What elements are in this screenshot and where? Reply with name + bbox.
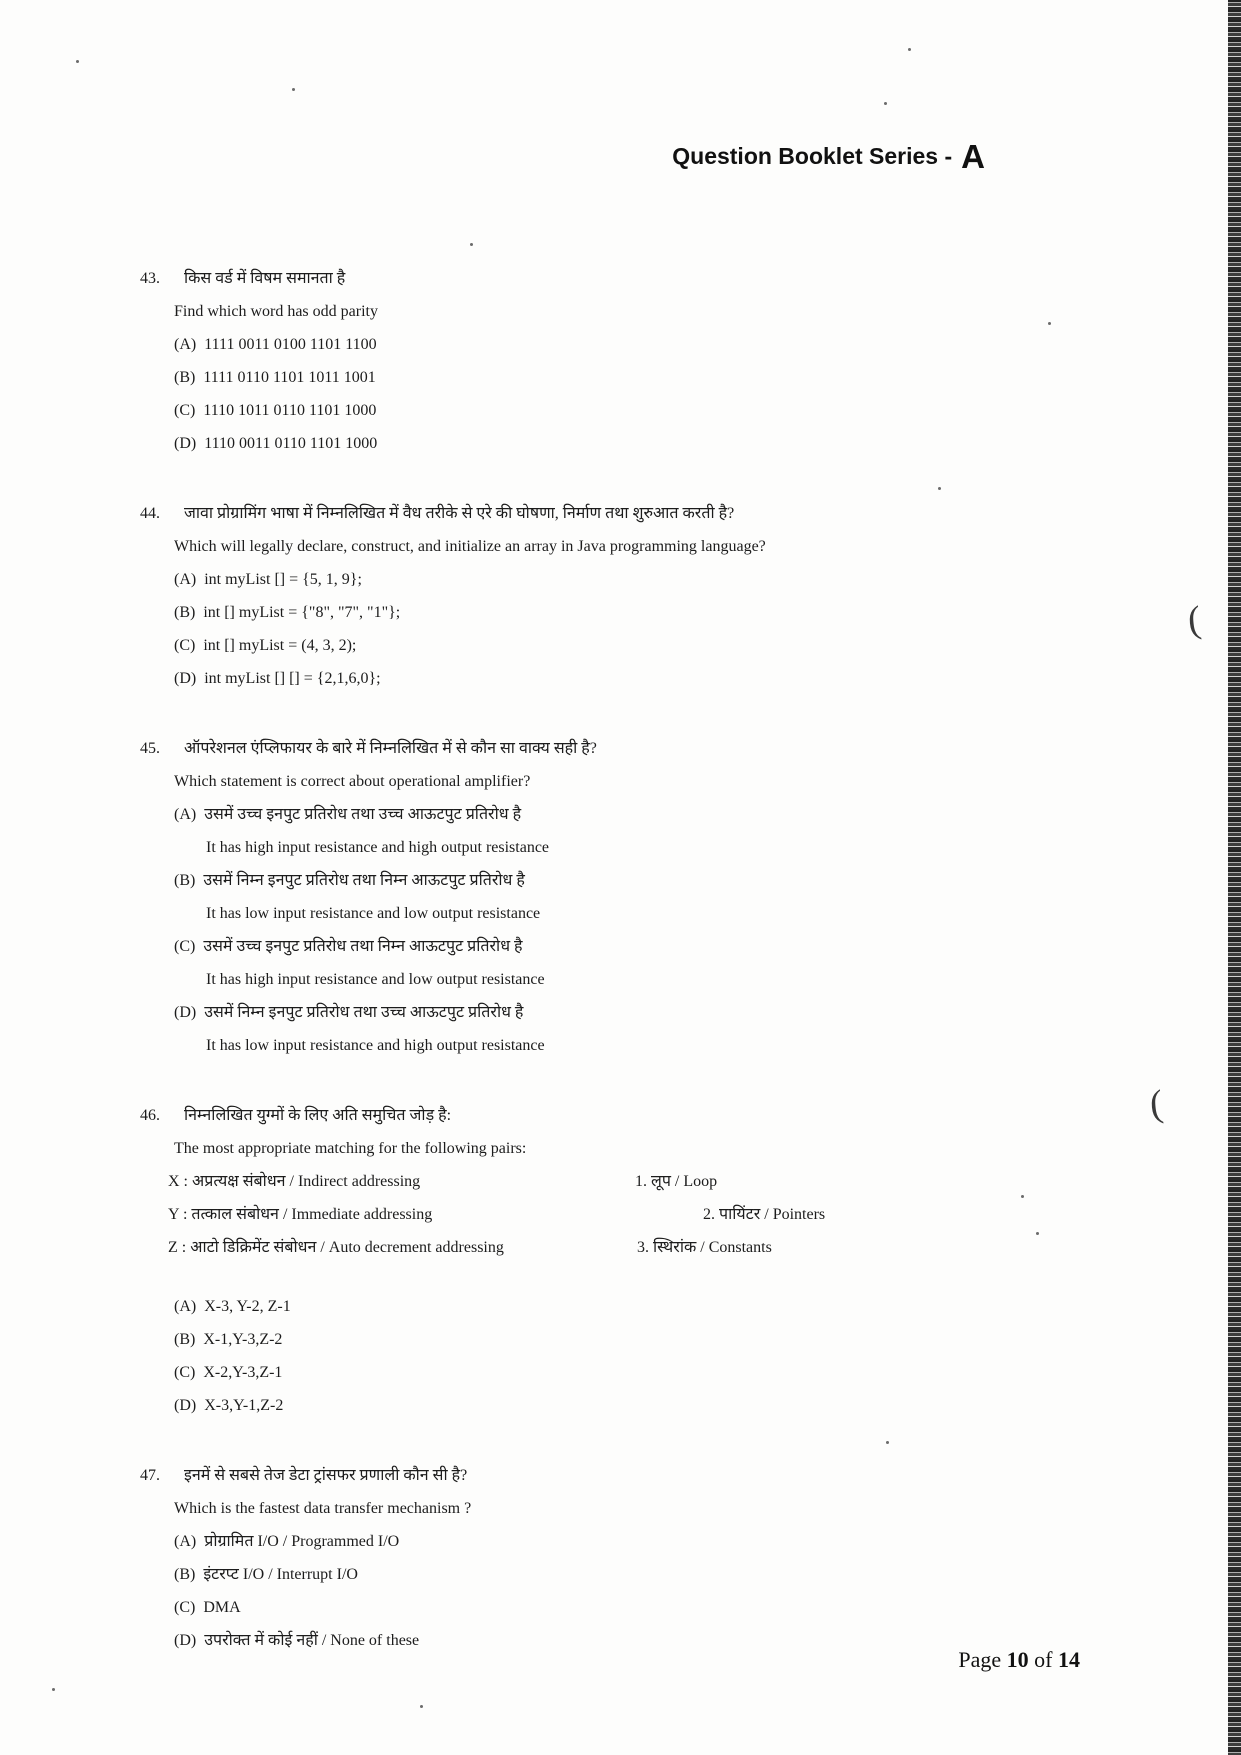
option-text-hindi: उसमें निम्न इनपुट प्रतिरोध तथा उच्च आऊटपुट प्रतिरोध है [204,1004,524,1021]
option-label: (D) [174,1397,197,1414]
option-label: (B) [174,872,196,889]
option-text: X-3,Y-1,Z-2 [204,1397,284,1414]
matching-pair-row [140,1198,1140,1231]
option-row [140,1591,1140,1624]
scan-speck [76,60,79,63]
pair-left: Y : तत्काल संबोधन / Immediate addressing [168,1206,433,1223]
series-letter: A [961,138,985,175]
option-row [140,1558,1140,1591]
option-row [140,596,1140,629]
option-row [140,1290,1140,1323]
option-label: (D) [174,1004,197,1021]
option-row [140,361,1140,394]
question-44 [140,497,1140,695]
option-text: X-3, Y-2, Z-1 [204,1298,291,1315]
option-row [140,427,1140,460]
question-text-hindi: निम्नलिखित युग्मों के लिए अति समुचित जोड़ है: [184,1107,452,1124]
question-text-hindi: जावा प्रोग्रामिंग भाषा में निम्नलिखित में वैध तरीके से एरे की घोषणा, निर्माण तथा शुरुआत करती है? [184,505,735,522]
question-text-english: Which will legally declare, construct, and initialize an array in Java programming language? [174,538,766,555]
option-text: DMA [203,1599,241,1616]
option-text: 1110 0011 0110 1101 1000 [204,435,378,452]
matching-pair-row [140,1165,1140,1198]
scan-speck [884,102,887,105]
header-title: Question Booklet Series - [672,143,953,169]
question-text-hindi: किस वर्ड में विषम समानता है [184,270,346,287]
option-text: 1110 1011 0110 1101 1000 [203,402,377,419]
question-number: 43. [140,270,160,287]
option-text: int [] myList = (4, 3, 2); [203,637,357,654]
option-label: (B) [174,604,196,621]
option-row [140,1525,1140,1558]
option-row [140,930,1140,963]
option-text: X-1,Y-3,Z-2 [203,1331,283,1348]
option-label: (A) [174,806,197,823]
option-row [140,394,1140,427]
option-label: (B) [174,1566,196,1583]
option-text-hindi: उसमें निम्न इनपुट प्रतिरोध तथा निम्न आऊटपुट प्रतिरोध है [203,872,525,889]
option-row [140,1323,1140,1356]
option-row [140,662,1140,695]
matching-pair-row [140,1231,1140,1264]
pair-right: 2. पायिंटर / Pointers [703,1206,826,1223]
footer-of-word: of [1034,1647,1053,1672]
option-text: X-2,Y-3,Z-1 [203,1364,283,1381]
option-label: (A) [174,336,197,353]
question-45 [140,732,1140,1062]
footer-total-pages: 14 [1058,1647,1080,1672]
option-label: (B) [174,369,196,386]
question-text-english: Which statement is correct about operational amplifier? [174,773,531,790]
page-footer [958,1647,1080,1673]
option-label: (C) [174,637,196,654]
option-label: (D) [174,1632,197,1649]
pair-left: X : अप्रत्यक्ष संबोधन / Indirect addressing [168,1173,421,1190]
option-row [140,629,1140,662]
scan-speck [52,1688,55,1691]
option-text-hindi: उसमें उच्च इनपुट प्रतिरोध तथा उच्च आऊटपुट प्रतिरोध है [204,806,522,823]
scan-speck [420,1705,423,1708]
scan-speck [886,1441,889,1444]
option-row [140,1389,1140,1422]
option-text: int [] myList = {"8", "7", "1"}; [203,604,401,621]
option-label: (A) [174,1298,197,1315]
scan-speck [1021,1195,1024,1198]
question-46 [140,1099,1140,1422]
option-label: (B) [174,1331,196,1348]
scan-speck [938,487,941,490]
option-label: (A) [174,1533,197,1550]
option-row [140,563,1140,596]
option-text-english: It has high input resistance and low output resistance [206,971,545,988]
question-number: 44. [140,505,160,522]
option-text: उपरोक्त में कोई नहीं / None of these [204,1632,420,1649]
option-row [140,996,1140,1029]
scan-speck [292,88,295,91]
question-number: 46. [140,1107,160,1124]
pair-right: 1. लूप / Loop [635,1173,718,1190]
option-label: (C) [174,938,196,955]
question-number: 47. [140,1467,160,1484]
option-text-hindi: उसमें उच्च इनपुट प्रतिरोध तथा निम्न आऊटपुट प्रतिरोध है [203,938,523,955]
scan-speck [908,48,911,51]
scan-edge-artifact [1228,0,1241,1755]
question-number: 45. [140,740,160,757]
option-text-english: It has high input resistance and high output resistance [206,839,550,856]
questions-area [140,262,1140,1694]
scan-stray-mark: ( [1185,598,1203,642]
option-label: (D) [174,435,197,452]
option-text: इंटरप्ट I/O / Interrupt I/O [203,1566,358,1583]
question-text-english: The most appropriate matching for the following pairs: [174,1140,527,1157]
question-text-english: Find which word has odd parity [174,303,378,320]
option-row [140,864,1140,897]
option-row [140,798,1140,831]
option-label: (D) [174,670,197,687]
option-text-english: It has low input resistance and low output resistance [206,905,541,922]
question-43 [140,262,1140,460]
pair-left: Z : आटो डिक्रिमेंट संबोधन / Auto decrement addressing [168,1239,504,1256]
scan-stray-mark: ( [1147,1082,1165,1126]
pair-right: 3. स्थिरांक / Constants [637,1239,772,1256]
option-text: int myList [] = {5, 1, 9}; [204,571,362,588]
scan-speck [1048,322,1051,325]
option-text-english: It has low input resistance and high output resistance [206,1037,545,1054]
footer-page-word: Page [958,1647,1002,1672]
option-row [140,328,1140,361]
question-47 [140,1459,1140,1657]
option-row [140,1356,1140,1389]
scan-speck [1036,1232,1039,1235]
option-text: 1111 0011 0100 1101 1100 [204,336,377,353]
option-text: 1111 0110 1101 1011 1001 [203,369,376,386]
booklet-series-header [0,138,1241,176]
footer-page-number: 10 [1006,1647,1029,1672]
question-text-hindi: ऑपरेशनल एंप्लिफायर के बारे में निम्नलिखित में से कौन सा वाक्य सही है? [184,740,597,757]
option-label: (A) [174,571,197,588]
option-text: int myList [] [] = {2,1,6,0}; [204,670,381,687]
option-label: (C) [174,1599,196,1616]
option-text: प्रोग्रामित I/O / Programmed I/O [204,1533,400,1550]
option-label: (C) [174,402,196,419]
option-label: (C) [174,1364,196,1381]
question-text-hindi: इनमें से सबसे तेज डेटा ट्रांसफर प्रणाली कौन सी है? [184,1467,468,1484]
scan-speck [470,243,473,246]
question-text-english: Which is the fastest data transfer mechanism ? [174,1500,472,1517]
